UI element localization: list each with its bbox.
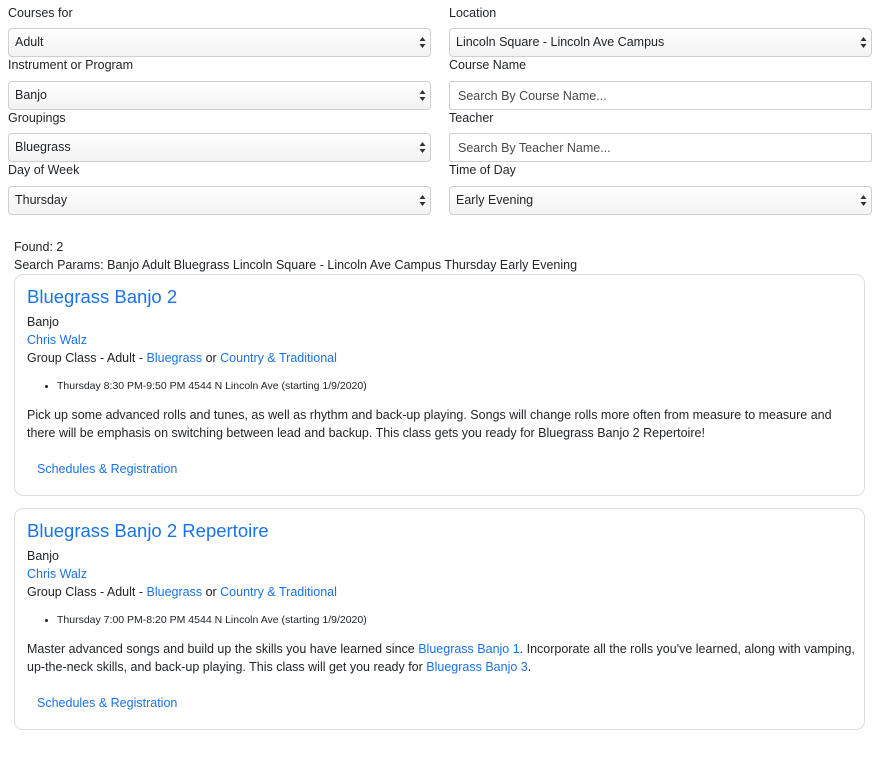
select-arrows-icon <box>860 34 867 51</box>
select-arrows-icon <box>419 192 426 209</box>
time-of-day-select[interactable] <box>449 186 872 215</box>
group-prefix: Group Class - Adult - <box>27 351 147 365</box>
select-arrows-icon <box>419 139 426 156</box>
course-groupings <box>27 349 337 367</box>
teacher-link[interactable]: Chris Walz <box>27 333 87 347</box>
grouping-link-bluegrass[interactable]: Bluegrass <box>146 585 203 599</box>
grouping-link-bluegrass[interactable]: Bluegrass <box>146 351 203 365</box>
select-arrows-icon <box>860 192 867 209</box>
description-text: Pick up some advanced rolls and tunes, as well as rhythm and back-up playing. Songs will change rolls more often from measure to measure and there will be emphasis on switching between lead and backup. This class gets you ready for Bluegrass Banjo 2 Repertoire! <box>27 408 832 440</box>
groupings-label: Groupings <box>8 111 66 125</box>
select-arrows-icon <box>419 34 426 51</box>
course-instrument: Banjo <box>27 315 59 329</box>
course-title-link[interactable]: Bluegrass Banjo 2 <box>27 286 178 307</box>
description-text: . <box>527 660 532 674</box>
day-of-week-select[interactable] <box>8 186 431 215</box>
location-value: Lincoln Square - Lincoln Ave Campus <box>456 35 665 49</box>
teacher-input[interactable] <box>449 133 872 162</box>
related-course-link[interactable]: Bluegrass Banjo 3 <box>426 660 528 674</box>
search-params: Search Params: Banjo Adult Bluegrass Lincoln Square - Lincoln Ave Campus Thursday Early Evening <box>14 258 578 272</box>
time-of-day-label: Time of Day <box>449 163 516 177</box>
location-label: Location <box>449 6 497 20</box>
group-or: or <box>202 585 221 599</box>
group-or: or <box>202 351 221 365</box>
course-card <box>14 508 865 730</box>
instrument-value: Banjo <box>15 88 47 102</box>
description-text: . Incorporate all the rolls you've learned, along with vamping, up-the-neck skills, and back-up playing. This class will get you ready for <box>27 642 855 674</box>
grouping-link-country-traditional[interactable]: Country & Traditional <box>220 585 337 599</box>
session-item: Thursday 8:30 PM-9:50 PM 4544 N Lincoln Ave (starting 1/9/2020) <box>57 380 367 392</box>
course-name-input[interactable] <box>449 81 872 110</box>
courses-for-label: Courses for <box>8 6 73 20</box>
course-card <box>14 274 865 496</box>
grouping-link-country-traditional[interactable]: Country & Traditional <box>220 351 337 365</box>
schedules-registration-link[interactable]: Schedules & Registration <box>37 462 178 476</box>
select-arrows-icon <box>419 87 426 104</box>
course-groupings <box>27 583 337 601</box>
teacher-link[interactable]: Chris Walz <box>27 567 87 581</box>
results-found: Found: 2 <box>14 240 64 254</box>
location-select[interactable] <box>449 28 872 57</box>
course-instrument: Banjo <box>27 549 59 563</box>
day-of-week-value: Thursday <box>15 193 68 207</box>
group-prefix: Group Class - Adult - <box>27 585 147 599</box>
course-name-label: Course Name <box>449 58 527 72</box>
course-description <box>27 406 857 442</box>
courses-for-value: Adult <box>15 35 44 49</box>
instrument-select[interactable] <box>8 81 431 110</box>
description-text: Master advanced songs and build up the skills you have learned since <box>27 642 419 656</box>
day-of-week-label: Day of Week <box>8 163 80 177</box>
time-of-day-value: Early Evening <box>456 193 534 207</box>
related-course-link[interactable]: Bluegrass Banjo 1 <box>418 642 520 656</box>
course-title-link[interactable]: Bluegrass Banjo 2 Repertoire <box>27 520 269 541</box>
courses-for-select[interactable] <box>8 28 431 57</box>
groupings-select[interactable] <box>8 133 431 162</box>
schedules-registration-link[interactable]: Schedules & Registration <box>37 696 178 710</box>
course-description <box>27 640 857 676</box>
instrument-label: Instrument or Program <box>8 58 134 72</box>
teacher-label: Teacher <box>449 111 494 125</box>
session-item: Thursday 7:00 PM-8:20 PM 4544 N Lincoln Ave (starting 1/9/2020) <box>57 614 367 626</box>
groupings-value: Bluegrass <box>15 140 71 154</box>
